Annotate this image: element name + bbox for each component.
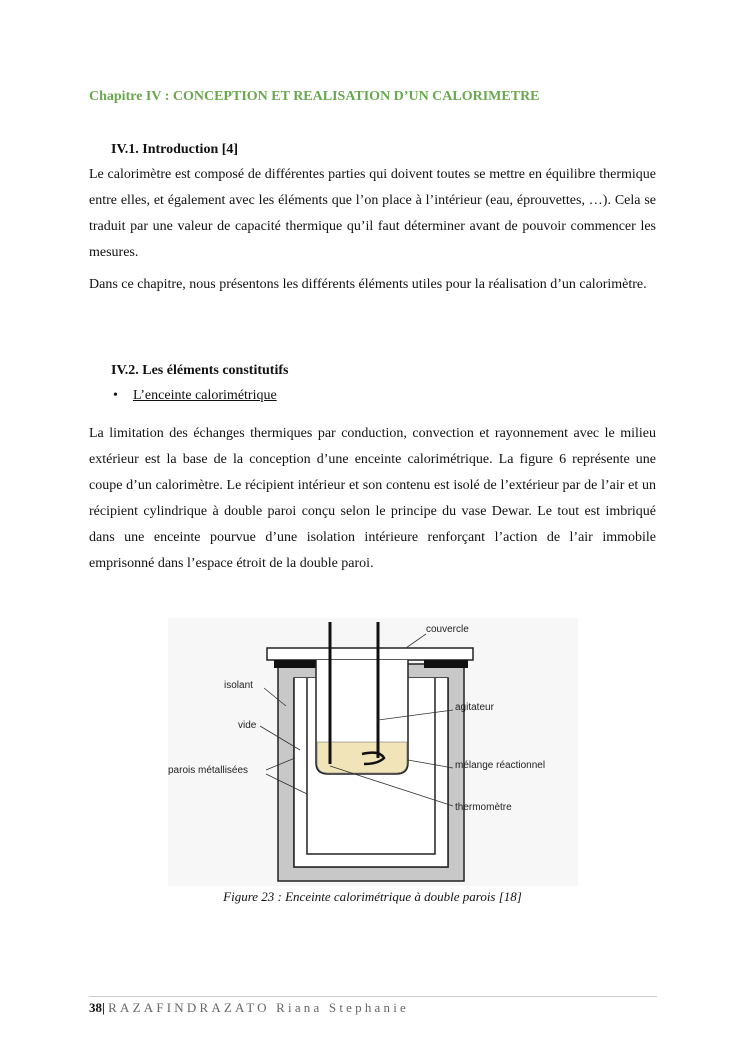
chapter-overview-paragraph: Dans ce chapitre, nous présentons les différents éléments utiles pour la réalisation d’un calorimètre. bbox=[89, 277, 647, 292]
section-heading-elements: IV.2. Les éléments constitutifs bbox=[111, 363, 289, 378]
figure-caption: Figure 23 : Enceinte calorimétrique à double parois [18] bbox=[223, 889, 522, 904]
rim-right bbox=[424, 660, 468, 668]
footer-divider bbox=[89, 996, 657, 997]
rim-left bbox=[274, 660, 318, 668]
enceinte-paragraph: La limitation des échanges thermiques par conduction, convection et rayonnement avec le milieu extérieur est la base de la conception d’une enceinte calorimétrique. La figure 6 représente une coupe d’un calorimètre. Le récipient intérieur et son contenu est isolé de l’extérieur par de l’air et un récipient cylindrique à double paroi conçu selon le principe du vase Dewar. Le tout est imbriqué dans une enceinte pourvue d’une isolation intérieure renforçant l’action de l’air immobile emprisonné dans l’espace étroit de la double paroi. bbox=[89, 426, 656, 571]
page-number: 38 bbox=[89, 1000, 102, 1015]
chapter-title: Chapitre IV : CONCEPTION ET REALISATION D’UN CALORIMETRE bbox=[89, 89, 540, 104]
label-parois: parois métallisées bbox=[168, 765, 249, 776]
label-melange: mélange réactionnel bbox=[455, 760, 546, 771]
calorimeter-diagram bbox=[168, 618, 578, 886]
label-thermometre: thermomètre bbox=[455, 802, 512, 813]
intro-paragraph: Le calorimètre est composé de différentes parties qui doivent toutes se mettre en équilibre thermique entre elles, et également avec les éléments que l’on place à l’intérieur (eau, éprouvettes, …). Cela se traduit par une valeur de capacité thermique qu’il faut déterminer avant de pouvoir commencer les mesures. bbox=[89, 167, 656, 260]
lid-shape bbox=[267, 648, 473, 660]
section-heading-introduction: IV.1. Introduction [4] bbox=[111, 142, 239, 157]
label-vide: vide bbox=[238, 720, 257, 731]
bullet-item bbox=[113, 388, 277, 404]
label-agitateur: agitateur bbox=[455, 702, 494, 713]
footer-separator: | bbox=[102, 1000, 105, 1015]
page-footer bbox=[89, 1000, 409, 1016]
label-couvercle: couvercle bbox=[426, 624, 469, 635]
bullet-symbol: • bbox=[113, 388, 118, 403]
label-isolant: isolant bbox=[224, 680, 253, 691]
bullet-text-enceinte: L’enceinte calorimétrique bbox=[133, 388, 277, 403]
author-name: RAZAFINDRAZATO Riana Stephanie bbox=[108, 1000, 409, 1015]
calorimeter-figure bbox=[168, 618, 578, 886]
